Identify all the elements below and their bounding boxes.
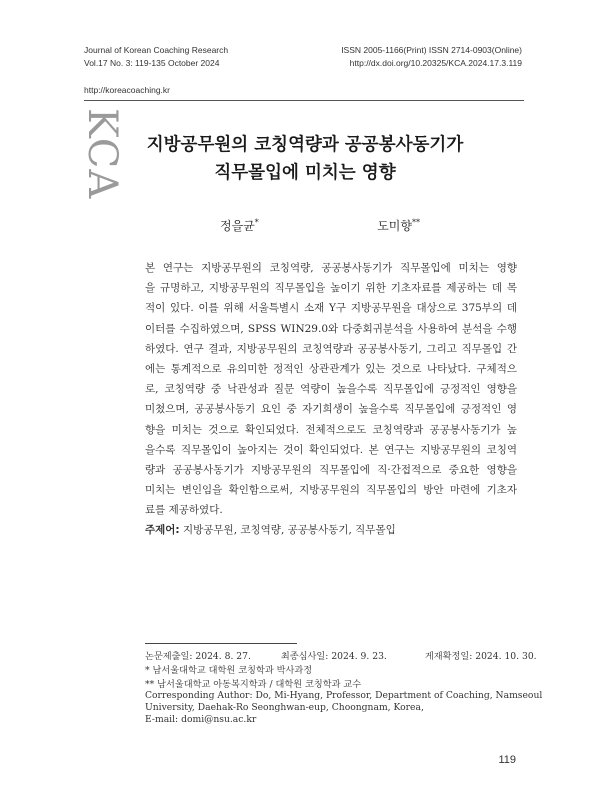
corresponding-author: Corresponding Author: Do, Mi-Hyang, Professor, Department of Coaching, Namseoul bbox=[145, 690, 543, 701]
page-number: 119 bbox=[498, 754, 516, 766]
journal-url[interactable]: http://koreacoaching.kr bbox=[84, 85, 170, 95]
keywords-text: 지방공무원, 코칭역량, 공공봉사동기, 직무몰입 bbox=[182, 524, 396, 536]
header-divider bbox=[84, 100, 524, 101]
abstract-line: 하였다. 연구 결과, 지방공무원의 코칭역량과 공공봉사동기, 그리고 직무몰입 간 bbox=[145, 342, 517, 355]
keywords-label: 주제어: bbox=[145, 524, 180, 536]
author-list bbox=[220, 217, 420, 234]
abstract-line: 을수록 직무몰입이 높아지는 것이 확인되었다. 본 연구는 지방공무원의 코칭역 bbox=[145, 443, 517, 456]
author-2-affiliation: ** 남서울대학교 아동복지학과 / 대학원 코칭학과 교수 bbox=[145, 679, 362, 690]
svg-text:KCA: KCA bbox=[79, 108, 125, 200]
abstract-line: 본 연구는 지방공무원의 코칭역량, 공공봉사동기가 직무몰입에 미치는 영향 bbox=[145, 262, 517, 274]
abstract-line: 료를 제공하였다. bbox=[145, 504, 223, 517]
issn-info: ISSN 2005-1166(Print) ISSN 2714-0903(Online) bbox=[341, 45, 522, 55]
footnote-divider bbox=[145, 643, 297, 644]
author-1 bbox=[220, 217, 259, 234]
corresponding-address: University, Daehak-Ro Seonghwan-eup, Choongnam, Korea, bbox=[145, 702, 424, 713]
author-2-mark: ** bbox=[412, 218, 420, 227]
abstract-line: 에는 통계적으로 유의미한 정적인 상관관계가 있는 것으로 나타났다. 구체적으 bbox=[145, 363, 517, 376]
author-2 bbox=[377, 217, 420, 234]
journal-header-right bbox=[341, 44, 522, 70]
keywords bbox=[145, 522, 396, 537]
abstract-line: 이터를 수집하였으며, SPSS WIN29.0와 다중회귀분석을 사용하여 분석을 수행 bbox=[145, 322, 517, 335]
journal-header-left bbox=[84, 44, 228, 70]
abstract bbox=[145, 258, 517, 521]
journal-name: Journal of Korean Coaching Research bbox=[84, 45, 229, 55]
doi-link[interactable]: http://dx.doi.org/10.20325/KCA.2024.17.3.119 bbox=[349, 58, 522, 68]
abstract-line: 적이 있다. 이를 위해 서울특별시 소재 Y구 지방공무원을 대상으로 375부의 데 bbox=[145, 302, 517, 315]
abstract-line: 미쳤으며, 공공봉사동기 요인 중 자기희생이 높을수록 직무몰입에 긍정적인 영 bbox=[145, 403, 517, 416]
author-1-affiliation: * 남서울대학교 대학원 코칭학과 박사과정 bbox=[145, 665, 313, 676]
submission-dates bbox=[145, 648, 537, 662]
abstract-line: 향을 미치는 것으로 확인되었다. 전체적으로도 코칭역량과 공공봉사동기가 높 bbox=[145, 423, 517, 436]
abstract-line: 미치는 변인임을 확인함으로써, 지방공무원의 직무몰입의 방안 마련에 기초자 bbox=[145, 484, 517, 497]
kca-logo bbox=[79, 106, 125, 214]
corresponding-email[interactable]: E-mail: domi@nsu.ac.kr bbox=[145, 714, 257, 725]
paper-title-line-2: 직무몰입에 미치는 영향 bbox=[214, 163, 396, 183]
accepted-date: 게재확정일: 2024. 10. 30. bbox=[424, 651, 537, 662]
reviewed-date: 최종심사일: 2024. 9. 23. bbox=[280, 651, 387, 662]
abstract-line: 로, 코칭역량 중 낙관성과 질문 역량이 높을수록 직무몰입에 긍정적인 영향을 bbox=[145, 383, 517, 396]
author-1-name: 정을균 bbox=[220, 219, 255, 233]
paper-title-line-1: 지방공무원의 코칭역량과 공공봉사동기가 bbox=[146, 135, 464, 155]
received-date: 논문제출일: 2024. 8. 27. bbox=[145, 651, 251, 662]
abstract-line: 량과 공공봉사동기가 지방공무원의 직무몰입에 직·간접적으로 중요한 영향을 bbox=[145, 464, 517, 477]
abstract-line: 을 규명하고, 지방공무원의 직무몰입을 높이기 위한 기초자료를 제공하는 데 목 bbox=[145, 282, 517, 295]
author-1-mark: * bbox=[254, 218, 259, 227]
volume-info: Vol.17 No. 3: 119-135 October 2024 bbox=[84, 58, 220, 68]
author-2-name: 도미향 bbox=[377, 219, 412, 233]
